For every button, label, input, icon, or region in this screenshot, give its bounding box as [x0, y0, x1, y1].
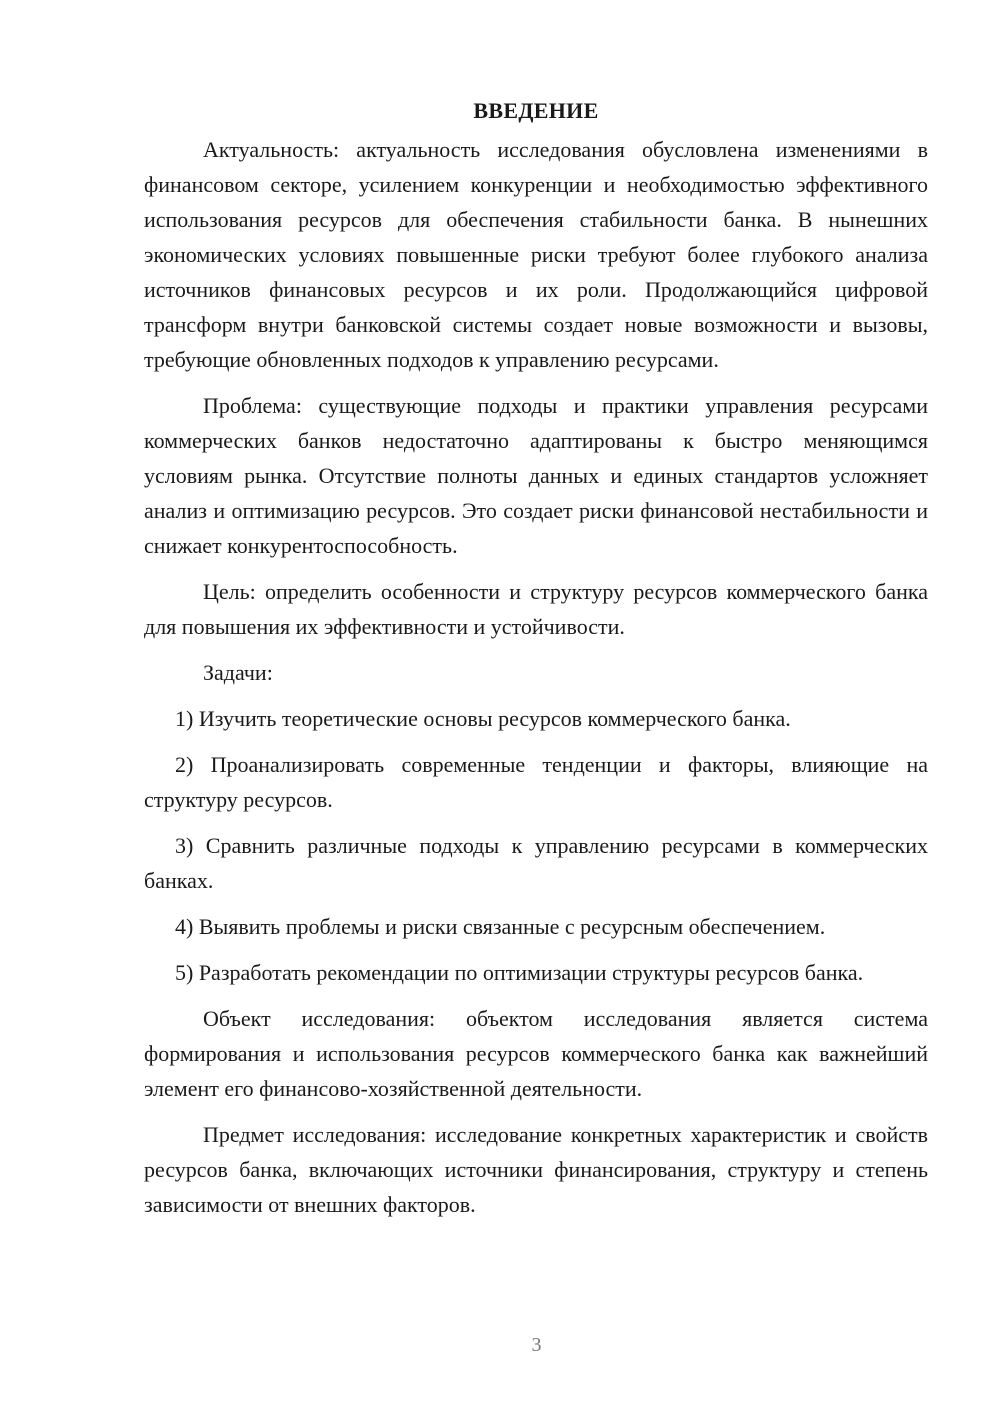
tasks-heading: Задачи: [203, 660, 273, 685]
paragraph-object: Объект исследования: объектом исследования является система формирования и использования ресурсов коммерческого банка как важнейший элемент его финансово-хозяйственной деятельности. [144, 1006, 928, 1101]
page-number: 3 [531, 1334, 542, 1356]
paragraph-subject: Предмет исследования: исследование конкретных характеристик и свойств ресурсов банка, включающих источники финансирования, структуру и степень зависимости от внешних факторов. [144, 1122, 928, 1217]
task-item-1: 1) Изучить теоретические основы ресурсов коммерческого банка. [175, 706, 791, 731]
paragraph-problem: Проблема: существующие подходы и практики управления ресурсами коммерческих банков недостаточно адаптированы к быстро меняющимся условиям рынка. Отсутствие полноты данных и единых стандартов усложняет анализ и оптимизацию ресурсов. Это создает риски финансовой нестабильности и снижает конкурентоспособность. [144, 393, 928, 558]
paragraph-goal: Цель: определить особенности и структуру ресурсов коммерческого банка для повышения их эффективности и устойчивости. [144, 579, 928, 639]
page-title: ВВЕДЕНИЕ [473, 98, 599, 123]
task-item-5: 5) Разработать рекомендации по оптимизации структуры ресурсов банка. [175, 960, 864, 985]
task-item-3: 3) Сравнить различные подходы к управлению ресурсами в коммерческих банках. [144, 833, 928, 893]
task-item-4: 4) Выявить проблемы и риски связанные с ресурсным обеспечением. [175, 914, 826, 939]
task-item-2: 2) Проанализировать современные тенденции и факторы, влияющие на структуру ресурсов. [144, 752, 928, 812]
paragraph-relevance: Актуальность: актуальность исследования обусловлена изменениями в финансовом секторе, усилением конкуренции и необходимостью эффективного использования ресурсов для обеспечения стабильности банка. В нынешних экономических условиях повышенные риски требуют более глубокого анализа источников финансовых ресурсов и их роли. Продолжающийся цифровой трансформ внутри банковской системы создает новые возможности и вызовы, требующие обновленных подходов к управлению ресурсами. [144, 137, 928, 372]
document-page [144, 96, 928, 1233]
